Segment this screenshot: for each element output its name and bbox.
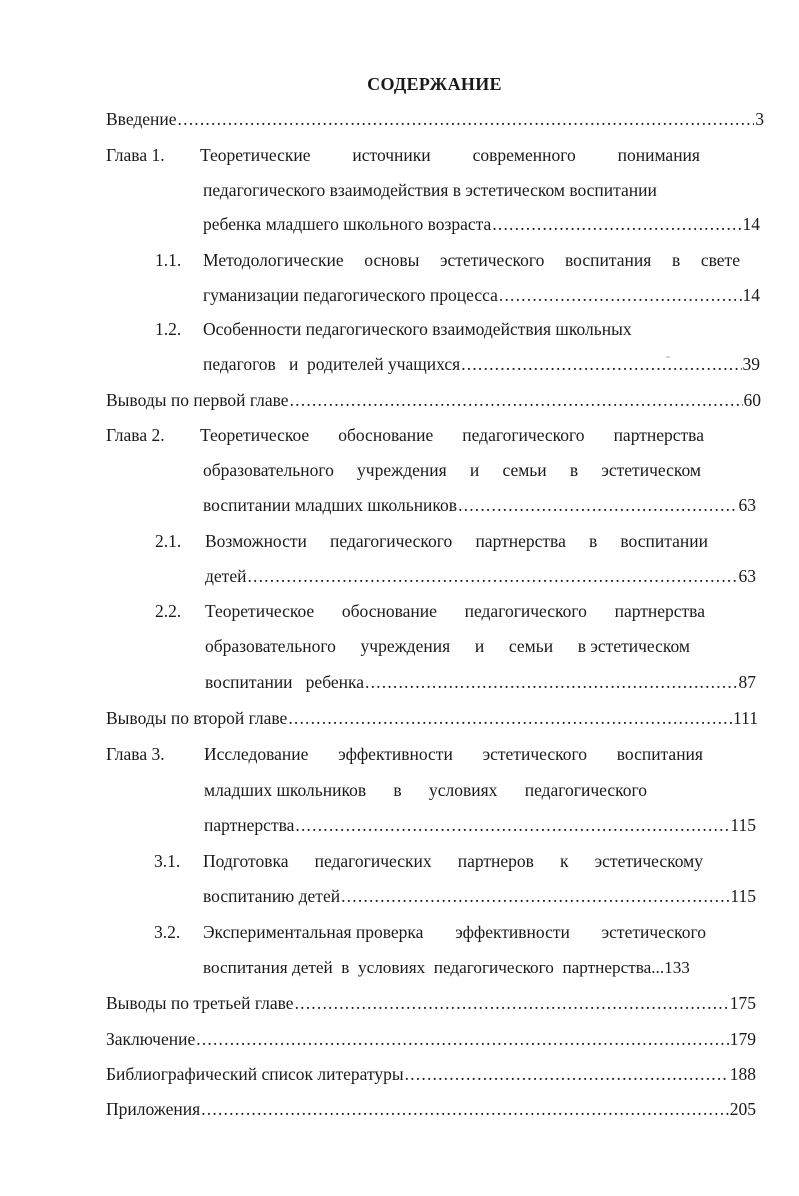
- toc-word: партнеров: [457, 851, 534, 871]
- toc-word: эстетическом: [601, 460, 701, 480]
- toc-section2_1-line2: [205, 566, 756, 586]
- toc-word: в: [671, 250, 681, 270]
- chapter-label: Глава 2.: [106, 425, 165, 445]
- toc-word: к: [560, 851, 569, 871]
- toc-entry-bibliography: [106, 1064, 756, 1084]
- toc-entry-text: партнерства: [204, 815, 295, 835]
- toc-section1_2-line2: [203, 354, 760, 374]
- toc-entry-text: воспитании младших школьников: [203, 495, 458, 515]
- toc-word: партнерства: [613, 425, 704, 445]
- toc-chapter2-line1: [200, 425, 704, 445]
- toc-page-number: 115: [730, 886, 756, 906]
- chapter-label: Глава 1.: [106, 145, 165, 165]
- toc-word: и: [469, 460, 480, 480]
- toc-chapter1-line3: [203, 214, 760, 234]
- toc-word: Методологические: [203, 250, 344, 270]
- toc-word: педагогического: [330, 531, 453, 551]
- toc-page-number: 188: [729, 1064, 756, 1084]
- toc-section3_1-line2: [203, 886, 756, 906]
- toc-entry-conclusion2: [106, 708, 758, 728]
- toc-word: Возможности: [205, 531, 307, 551]
- toc-section3_2-line2: воспитания детей в условиях педагогического партнерства...133: [203, 958, 690, 977]
- section-number: 2.1.: [155, 531, 182, 551]
- toc-word: в: [393, 780, 402, 800]
- toc-word: в: [588, 531, 598, 551]
- toc-chapter2-line2: [203, 460, 701, 480]
- toc-entry-text: воспитании ребенка: [205, 672, 365, 692]
- leader-dots: [492, 214, 741, 234]
- toc-word: в эстетическом: [577, 636, 690, 656]
- section-number: 1.1.: [155, 250, 182, 270]
- toc-word: воспитании: [620, 531, 708, 551]
- toc-entry-conclusion3: [106, 993, 756, 1013]
- toc-page-number: 14: [742, 214, 760, 234]
- toc-word: педагогического: [464, 601, 587, 621]
- toc-page-number: 179: [729, 1029, 756, 1049]
- toc-entry-text: Библиографический список литературы: [106, 1064, 404, 1084]
- toc-page-number: 63: [738, 566, 756, 586]
- toc-chapter1-line2: педагогического взаимодействия в эстетическом воспитании: [203, 180, 657, 200]
- leader-dots: [458, 495, 737, 515]
- leader-dots: [178, 109, 755, 129]
- toc-entry-text: Заключение: [106, 1029, 196, 1049]
- page-title: СОДЕРЖАНИЕ: [367, 74, 502, 94]
- toc-page-number: 63: [738, 495, 756, 515]
- toc-entry-conclusion1: [106, 390, 761, 410]
- toc-word: эффективности: [455, 922, 570, 942]
- toc-entry-text: педагогов и родителей учащихся: [203, 354, 461, 374]
- leader-dots: [365, 672, 737, 692]
- toc-entry-text: ребенка младшего школьного возраста: [203, 214, 492, 234]
- toc-entry-text: Выводы по третьей главе: [106, 993, 294, 1013]
- leader-dots: [288, 708, 732, 728]
- leader-dots: [341, 886, 729, 906]
- toc-word: образовательного: [203, 460, 334, 480]
- toc-section2_2-line1: [205, 601, 705, 621]
- toc-entry-text: Введение: [106, 109, 177, 129]
- toc-word: основы: [364, 250, 420, 270]
- section-number: 1.2.: [155, 319, 182, 339]
- toc-word: обоснование: [338, 425, 434, 445]
- scan-mark: [666, 356, 670, 358]
- toc-word: эстетического: [482, 744, 587, 764]
- toc-entry-text: Приложения: [106, 1099, 201, 1119]
- toc-word: свете: [700, 250, 740, 270]
- toc-word: Исследование: [204, 744, 309, 764]
- toc-word: педагогических: [314, 851, 432, 871]
- leader-dots: [405, 1064, 729, 1084]
- toc-entry-text: воспитанию детей: [203, 886, 341, 906]
- leader-dots: [290, 390, 743, 410]
- toc-page-number: 60: [743, 390, 761, 410]
- toc-chapter3-line2: [204, 780, 647, 800]
- toc-page-number: 205: [729, 1099, 756, 1119]
- toc-word: Теоретическое: [200, 425, 310, 445]
- toc-word: современного: [472, 145, 576, 165]
- toc-chapter3-line1: [204, 744, 703, 764]
- toc-word: Теоретическое: [205, 601, 315, 621]
- toc-word: семьи: [502, 460, 547, 480]
- toc-chapter1-line1: [200, 145, 700, 165]
- toc-entry-text: Выводы по второй главе: [106, 708, 288, 728]
- toc-word: учреждения: [357, 460, 447, 480]
- toc-chapter2-line3: [203, 495, 756, 515]
- toc-word: условиях: [428, 780, 498, 800]
- toc-word: источники: [352, 145, 431, 165]
- section-number: 3.1.: [154, 851, 181, 871]
- toc-section2_2-line2: [205, 636, 690, 656]
- toc-word: семьи: [508, 636, 554, 656]
- leader-dots: [196, 1029, 729, 1049]
- toc-word: Экспериментальная проверка: [203, 922, 424, 942]
- toc-word: обоснование: [341, 601, 437, 621]
- chapter-label: Глава 3.: [106, 744, 165, 764]
- section-number: 3.2.: [154, 922, 181, 942]
- toc-word: партнерства: [614, 601, 705, 621]
- toc-word: эстетическому: [594, 851, 703, 871]
- toc-word: Подготовка: [203, 851, 289, 871]
- toc-word: педагогического: [462, 425, 585, 445]
- leader-dots: [499, 285, 742, 305]
- leader-dots: [295, 815, 729, 835]
- toc-entry-text: детей: [205, 566, 247, 586]
- toc-word: понимания: [617, 145, 700, 165]
- toc-entry-text: Выводы по первой главе: [106, 390, 289, 410]
- toc-page-number: 115: [730, 815, 756, 835]
- toc-entry-final-conclusion: [106, 1029, 756, 1049]
- toc-section2_1-line1: [205, 531, 708, 551]
- toc-word: в: [569, 460, 579, 480]
- toc-word: учреждения: [360, 636, 451, 656]
- toc-section3_1-line1: [203, 851, 703, 871]
- toc-word: младших школьников: [204, 780, 367, 800]
- toc-entry-intro: [106, 109, 764, 129]
- leader-dots: [461, 354, 741, 374]
- toc-section1_1-line1: [203, 250, 740, 270]
- toc-word: партнерства: [475, 531, 566, 551]
- toc-page-number: 39: [742, 354, 760, 374]
- toc-word: эстетического: [601, 922, 706, 942]
- toc-page-number: 14: [742, 285, 760, 305]
- toc-page-number: 87: [738, 672, 756, 692]
- toc-section1_2-line1: Особенности педагогического взаимодействия школьных: [203, 319, 632, 339]
- toc-page-number: 111: [733, 708, 758, 728]
- toc-section2_2-line3: [205, 672, 756, 692]
- toc-chapter3-line3: [204, 815, 756, 835]
- toc-entry-appendices: [106, 1099, 756, 1119]
- toc-word: воспитания: [565, 250, 652, 270]
- toc-section3_2-line1: [203, 922, 706, 942]
- toc-page-number: 3: [755, 109, 764, 129]
- toc-word: образовательного: [205, 636, 336, 656]
- toc-word: эстетического: [440, 250, 545, 270]
- leader-dots: [295, 993, 729, 1013]
- leader-dots: [201, 1099, 729, 1119]
- toc-word: воспитания: [616, 744, 703, 764]
- toc-word: и: [474, 636, 485, 656]
- toc-page-number: 175: [729, 993, 756, 1013]
- toc-word: педагогического: [524, 780, 647, 800]
- section-number: 2.2.: [155, 601, 182, 621]
- toc-entry-text: гуманизации педагогического процесса: [203, 285, 498, 305]
- toc-word: эффективности: [338, 744, 453, 764]
- leader-dots: [247, 566, 737, 586]
- toc-word: Теоретические: [200, 145, 311, 165]
- toc-section1_1-line2: [203, 285, 760, 305]
